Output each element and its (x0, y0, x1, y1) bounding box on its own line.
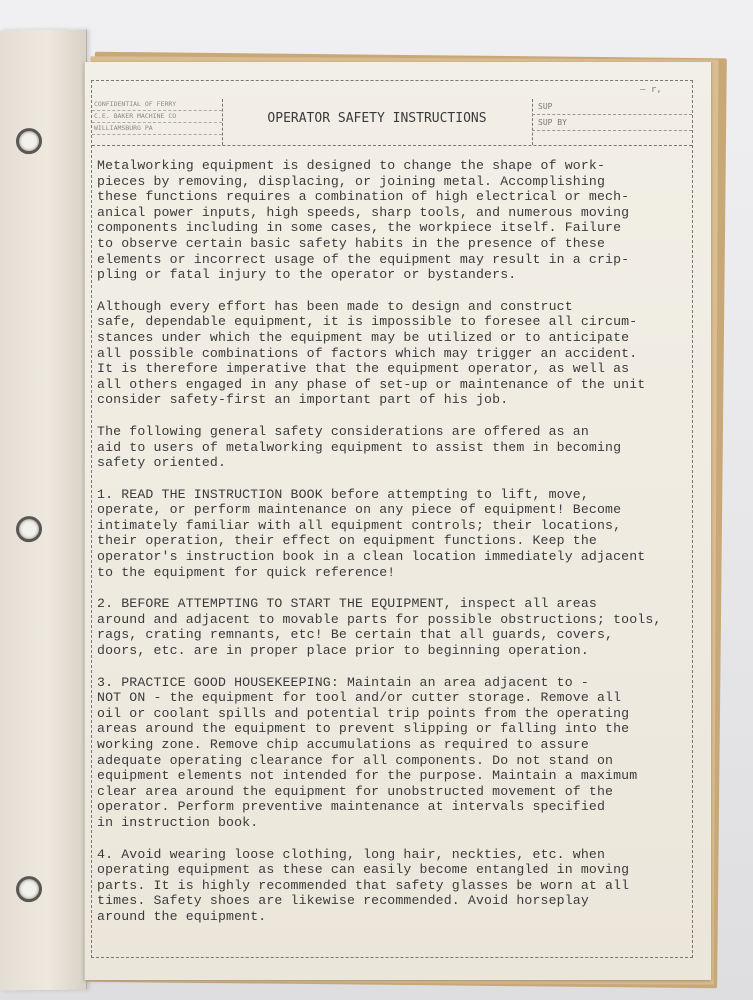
document-title: OPERATOR SAFETY INSTRUCTIONS (222, 99, 533, 145)
rule-1-paragraph: 1. READ THE INSTRUCTION BOOK before attempting to lift, move, operate, or perform maintenance on any piece of equipment! Become intimately familiar with all equipment controls; their locations, their operation, their effect on equipment functions. Keep the operator's instruction book in a clean location immediately adjacent to the equipment for quick reference! (97, 486, 646, 580)
binder-ring-hole-middle (16, 516, 42, 542)
binder-ring-hole-bottom (16, 876, 42, 902)
title-block (92, 81, 692, 146)
considerations-paragraph: The following general safety considerations are offered as an aid to users of metalworking equipment to assist them in becoming safety oriented. (97, 423, 622, 471)
document-body (97, 158, 687, 941)
corner-mark: – r, (640, 85, 662, 95)
document-page (84, 62, 711, 980)
design-paragraph: Although every effort has been made to design and construct safe, dependable equipment, it is impossible to foresee all circum- stances under which the equipment may be utilized or to anticipate all possible combinations of factors which may trigger an accident. It is therefore imperative that the equipment operator, as well as all others engaged in any phase of set-up or maintenance of the unit consider safety-first an important part of his job. (97, 298, 646, 408)
company-line: C.E. BAKER MACHINE CO (92, 111, 222, 123)
intro-paragraph: Metalworking equipment is designed to change the shape of work- pieces by removing, displacing, or joining metal. Accomplishing these functions requires a combination of high electrical or mech- anical power inputs, high speeds, sharp tools, and numerous moving components including in some cases, the workpiece itself. Failure to observe certain basic safety habits in the presence of these elements or incorrect usage of the equipment may result in a crip- pling or fatal injury to the operator or bystanders. (97, 158, 630, 283)
revision-block (532, 99, 692, 145)
rule-2-paragraph: 2. BEFORE ATTEMPTING TO START THE EQUIPMENT, inspect all areas around and adjacent to movable parts for possible obstructions; tools, rags, crating remnants, etc! Be certain that all guards, covers, doors, etc. are in proper place prior to beginning operation. (97, 596, 662, 659)
revision-row-sup: SUP (532, 99, 692, 115)
company-block (92, 99, 223, 145)
binder-spine (0, 30, 87, 991)
rule-3-paragraph: 3. PRACTICE GOOD HOUSEKEEPING: Maintain an area adjacent to - NOT ON - the equipment for tool and/or cutter storage. Remove all oil or coolant spills and potential trip points from the operating areas around the equipment to prevent slipping or falling into the working zone. Remove chip accumulations as required to assure adequate operating clearance for all components. Do not stand on equipment elements not intended for the purpose. Maintain a maximum clear area around the equipment for unobstructed movement of the operator. Perform preventive maintenance at intervals specified in instruction book. (97, 674, 638, 830)
binder-ring-hole-top (16, 128, 42, 154)
rule-4-paragraph: 4. Avoid wearing loose clothing, long hair, neckties, etc. when operating equipment as these can easily become entangled in moving parts. It is highly recommended that safety glasses be worn at all times. Safety shoes are likewise recommended. Avoid horseplay around the equipment. (97, 846, 630, 924)
revision-row-sup-by: SUP BY (532, 115, 692, 131)
company-line: CONFIDENTIAL OF FERRY (92, 99, 222, 111)
company-line: WILLIAMSBURG PA (92, 123, 222, 135)
